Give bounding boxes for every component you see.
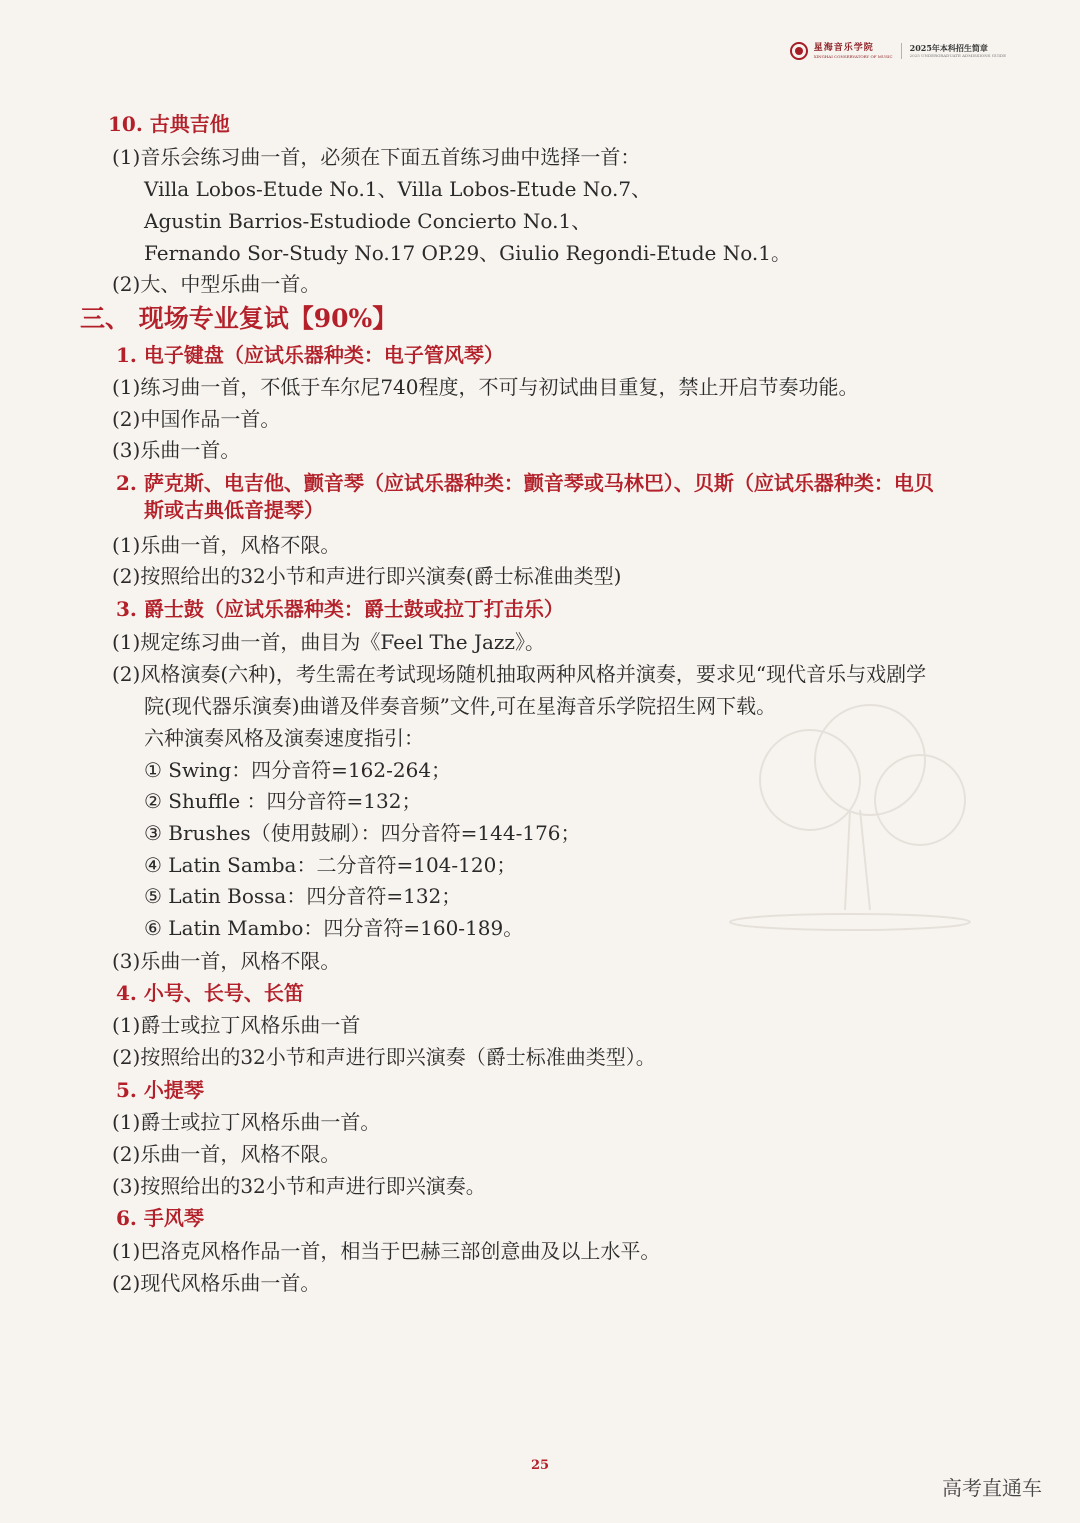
- subsection-heading: 2. 萨克斯、电吉他、颤音琴（应试乐器种类：颤音琴或马林巴）、贝斯（应试乐器种类：电贝: [116, 471, 934, 495]
- subsection-heading: 10. 古典吉他: [108, 112, 230, 136]
- text-line: Fernando Sor-Study No.17 OP.29、Giulio Regondi-Etude No.1。: [144, 241, 791, 265]
- document-title: 2025年本科招生简章: [909, 43, 988, 53]
- text-line: (3)按照给出的32小节和声进行即兴演奏。: [112, 1174, 486, 1198]
- text-line: (1)规定练习曲一首，曲目为《Feel The Jazz》。: [112, 630, 545, 654]
- school-name-en: XINGHAI CONSERVATORY OF MUSIC: [813, 53, 893, 59]
- text-line: (2)大、中型乐曲一首。: [112, 272, 321, 296]
- text-line: (1)音乐会练习曲一首，必须在下面五首练习曲中选择一首：: [112, 145, 641, 169]
- text-line: (3)乐曲一首，风格不限。: [112, 949, 341, 973]
- text-line: (2)按照给出的32小节和声进行即兴演奏（爵士标准曲类型）。: [112, 1045, 656, 1069]
- tree-watermark-icon: [720, 690, 980, 950]
- text-line: (2)现代风格乐曲一首。: [112, 1271, 321, 1295]
- subsection-heading: 3. 爵士鼓（应试乐器种类：爵士鼓或拉丁打击乐）: [116, 597, 564, 621]
- header-divider: [901, 43, 902, 59]
- school-logo-icon: [790, 42, 808, 60]
- text-line: ⑤ Latin Bossa：四分音符=132；: [144, 884, 462, 908]
- text-line: ⑥ Latin Mambo：四分音符=160-189。: [144, 916, 524, 940]
- document-title-en: 2025 UNDERGRADUATE ADMISSIONS GUIDE: [909, 53, 1006, 58]
- subsection-heading: 5. 小提琴: [116, 1078, 204, 1102]
- subsection-heading: 4. 小号、长号、长笛: [116, 981, 304, 1005]
- text-line: (1)练习曲一首，不低于车尔尼740程度，不可与初试曲目重复，禁止开启节奏功能。: [112, 375, 859, 399]
- text-line: (2)风格演奏(六种)，考生需在考试现场随机抽取两种风格并演奏，要求见“现代音乐与戏剧学: [112, 662, 927, 686]
- subsection-heading: 斯或古典低音提琴）: [144, 498, 324, 522]
- text-line: ④ Latin Samba：二分音符=104-120；: [144, 853, 517, 877]
- text-line: 六种演奏风格及演奏速度指引：: [144, 726, 424, 750]
- school-name: 星海音乐学院: [813, 42, 874, 53]
- text-line: Agustin Barrios-Estudiode Concierto No.1、: [144, 209, 592, 233]
- watermark-text: 高考直通车: [942, 1476, 1042, 1500]
- subsection-heading: 6. 手风琴: [116, 1206, 204, 1230]
- text-line: (2)乐曲一首，风格不限。: [112, 1142, 341, 1166]
- text-line: (1)乐曲一首，风格不限。: [112, 533, 341, 557]
- text-line: 院(现代器乐演奏)曲谱及伴奏音频”文件,可在星海音乐学院招生网下载。: [144, 694, 777, 718]
- text-line: (1)巴洛克风格作品一首，相当于巴赫三部创意曲及以上水平。: [112, 1239, 661, 1263]
- text-line: ② Shuffle ：四分音符=132；: [144, 789, 422, 813]
- subsection-heading: 1. 电子键盘（应试乐器种类：电子管风琴）: [116, 343, 504, 367]
- page-header: [790, 42, 1006, 60]
- section-heading: 三、 现场专业复试【90%】: [80, 304, 398, 333]
- text-line: (2)按照给出的32小节和声进行即兴演奏(爵士标准曲类型): [112, 564, 622, 588]
- text-line: ① Swing：四分音符=162-264；: [144, 758, 452, 782]
- text-line: (2)中国作品一首。: [112, 407, 281, 431]
- text-line: (1)爵士或拉丁风格乐曲一首: [112, 1013, 361, 1037]
- text-line: Villa Lobos-Etude No.1、Villa Lobos-Etude No.7、: [144, 177, 652, 201]
- text-line: (1)爵士或拉丁风格乐曲一首。: [112, 1110, 381, 1134]
- text-line: ③ Brushes（使用鼓刷）：四分音符=144-176；: [144, 821, 581, 845]
- page-number: 25: [530, 1458, 550, 1473]
- text-line: (3)乐曲一首。: [112, 438, 241, 462]
